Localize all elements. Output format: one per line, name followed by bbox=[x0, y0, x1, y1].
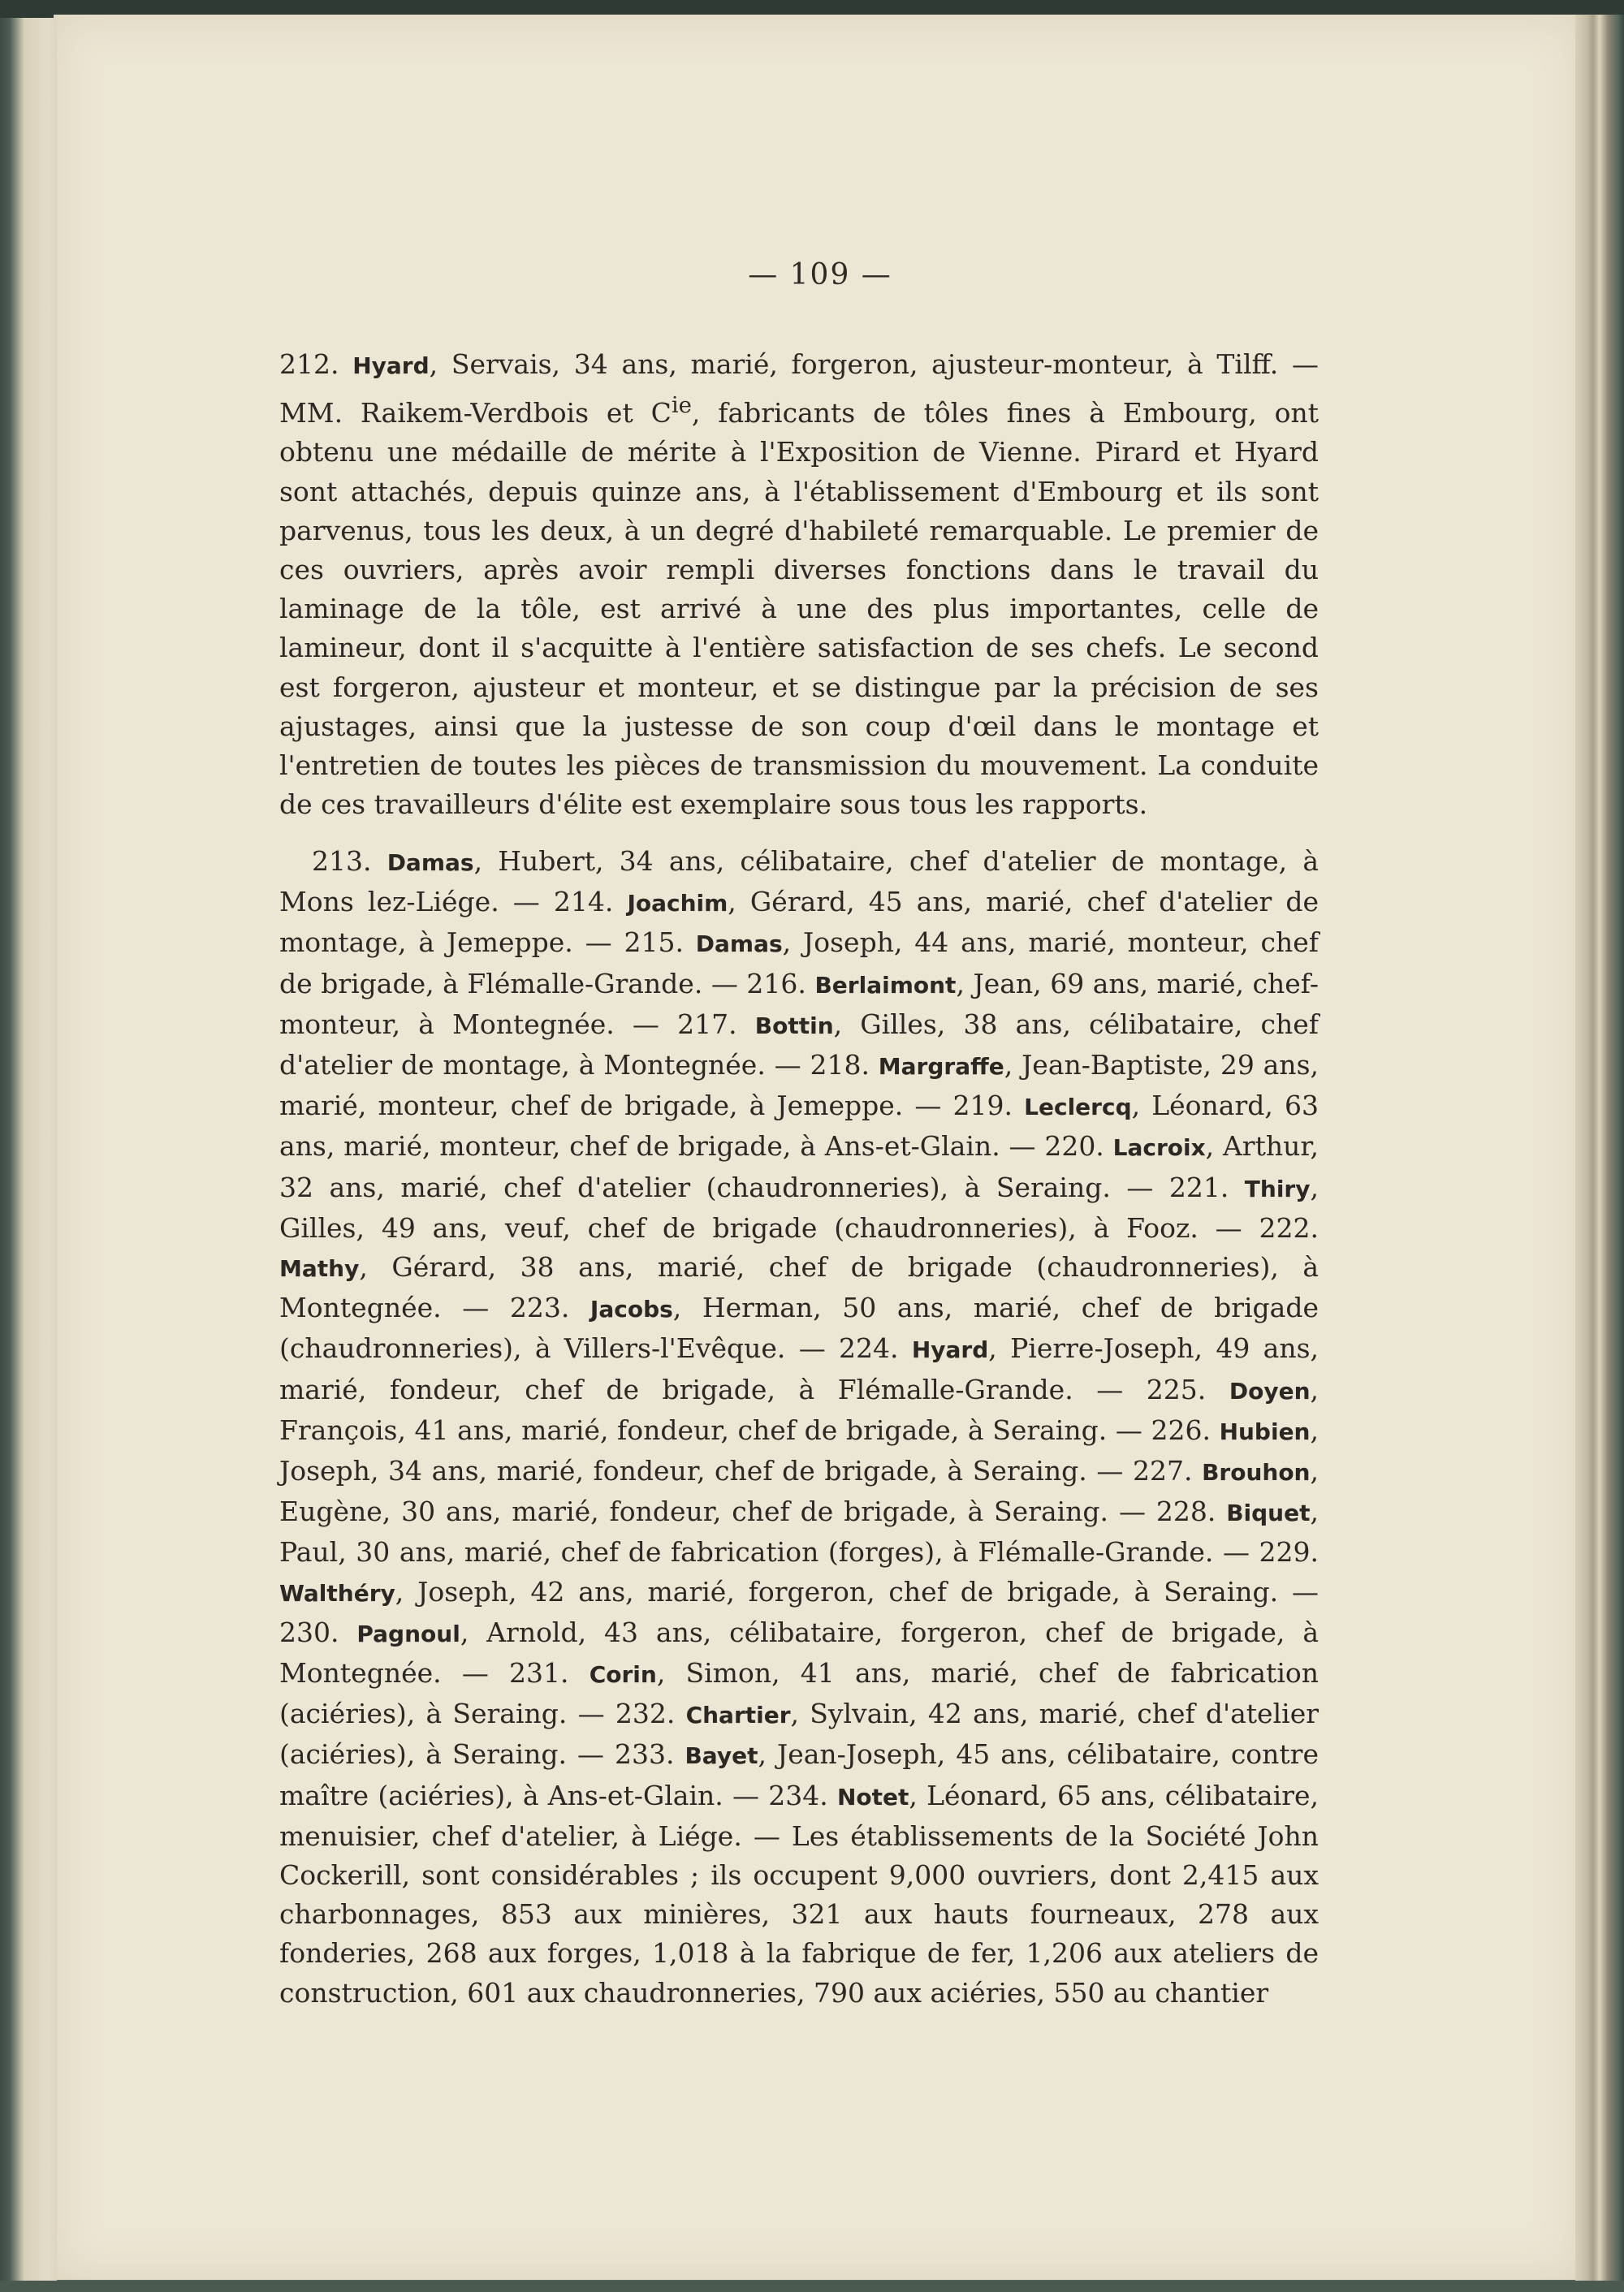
person-name: Bayet bbox=[685, 1742, 758, 1770]
person-name: Mathy bbox=[279, 1255, 360, 1283]
person-name: Biquet bbox=[1226, 1500, 1311, 1527]
person-name: Chartier bbox=[685, 1702, 791, 1729]
text-segment: , Joseph, 44 ans, marié, monteur, chef de brigade, à Flémalle-Grande. — 216. bbox=[279, 926, 1319, 999]
person-name: Margraffe bbox=[878, 1053, 1004, 1081]
left-page-edge bbox=[0, 18, 57, 2287]
person-name: Brouhon bbox=[1202, 1459, 1311, 1487]
text-segment: , Gilles, 38 ans, célibataire, chef d'atelier de montage, à Montegnée. — 218. bbox=[279, 1008, 1319, 1081]
person-name: Damas bbox=[695, 930, 783, 958]
text-segment: , Pierre-Joseph, 49 ans, marié, fondeur, chef de brigade, à Flémalle-Grande. — 225. bbox=[279, 1332, 1319, 1405]
person-name: Berlaimont bbox=[814, 971, 957, 999]
text-segment: , Sylvain, 42 ans, marié, chef d'atelier (aciéries), à Seraing. — 233. bbox=[279, 1698, 1319, 1771]
person-name: Hyard bbox=[352, 352, 430, 379]
person-name: Corin bbox=[589, 1661, 657, 1689]
text-segment: , Léonard, 65 ans, célibataire, menuisier, chef d'atelier, à Liége. — Les établissements de la Société John Cockerill, sont considérables ; ils occupent 9,000 ouvriers, dont 2,415 aux charbonnages, 853 aux minières, 321 aux hauts fourneaux, 278 aux fonderies, 268 aux forges, 1,018 à la fabrique de fer, 1,206 aux ateliers de construction, 601 aux chaudronneries, 790 aux aciéries, 550 au chantier bbox=[279, 1779, 1319, 2009]
text-segment: , Léonard, 63 ans, marié, monteur, chef de brigade, à Ans-et-Glain. — 220. bbox=[279, 1090, 1319, 1163]
text-segment: , Arnold, 43 ans, célibataire, forgeron, chef de brigade, à Montegnée. — 231. bbox=[279, 1616, 1319, 1690]
text-segment: , Joseph, 42 ans, marié, forgeron, chef de brigade, à Seraing. — 230. bbox=[279, 1575, 1319, 1648]
text-segment: , Gérard, 45 ans, marié, chef d'atelier de montage, à Jemeppe. — 215. bbox=[279, 886, 1319, 959]
text-segment: , Eugène, 30 ans, marié, fondeur, chef de brigade, à Seraing. — 228. bbox=[279, 1455, 1319, 1528]
text-segment: , Paul, 30 ans, marié, chef de fabrication (forges), à Flémalle-Grande. — 229. bbox=[279, 1496, 1319, 1569]
person-name: Bottin bbox=[754, 1012, 834, 1039]
text-segment: , Gilles, 49 ans, veuf, chef de brigade (chaudronneries), à Fooz. — 222. bbox=[279, 1171, 1319, 1244]
text-segment: , Hubert, 34 ans, célibataire, chef d'atelier de montage, à Mons lez-Liége. — 214. bbox=[279, 845, 1320, 918]
text-segment: , Simon, 41 ans, marié, chef de fabrication (aciéries), à Seraing. — 232. bbox=[279, 1657, 1319, 1730]
text-segment: , Herman, 50 ans, marié, chef de brigade (chaudronneries), à Villers-l'Evêque. — 224. bbox=[279, 1292, 1319, 1365]
person-name: Lacroix bbox=[1112, 1134, 1206, 1162]
text-segment: , Jean-Joseph, 45 ans, célibataire, contre maître (aciéries), à Ans-et-Glain. — 234. bbox=[279, 1738, 1319, 1811]
right-page-edge bbox=[1575, 15, 1624, 2288]
text-segment: , Arthur, 32 ans, marié, chef d'atelier (chaudronneries), à Seraing. — 221. bbox=[279, 1130, 1319, 1203]
book-bottom-edge bbox=[0, 2281, 1624, 2292]
superscript: ie bbox=[671, 392, 692, 419]
person-name: Hyard bbox=[911, 1336, 989, 1364]
paragraph-212 bbox=[279, 345, 1319, 824]
person-name: Jacobs bbox=[590, 1296, 673, 1323]
text-segment: , Joseph, 34 ans, marié, fondeur, chef de brigade, à Seraing. — 227. bbox=[279, 1414, 1319, 1487]
text-segment: , fabricants de tôles fines à Embourg, ont obtenu une médaille de mérite à l'Exposition de Vienne. Pirard et Hyard sont attachés, depuis quinze ans, à l'établissement d'Embourg et ils sont parvenus, tous les deux, à un degré d'habileté remarquable. Le premier de ces ouvriers, après avoir rempli diverses fonctions dans le travail du laminage de la tôle, est arrivé à une des plus importantes, celle de lamineur, dont il s'acquitte à l'entière satisfaction de ses chefs. Le second est forgeron, ajusteur et monteur, et se distingue par la précision de ses ajustages, ainsi que la justesse de son coup d'œil dans le montage et l'entretien de toutes les pièces de transmission du mouvement. La conduite de ces travailleurs d'élite est exemplaire sous tous les rapports. bbox=[279, 397, 1319, 821]
text-segment: , Gérard, 38 ans, marié, chef de brigade (chaudronneries), à Montegnée. — 223. bbox=[279, 1251, 1319, 1324]
person-name: Doyen bbox=[1229, 1377, 1311, 1405]
text-segment: 212. bbox=[279, 348, 353, 380]
text-segment: 213. bbox=[312, 845, 387, 877]
text-segment: , Servais, 34 ans, marié, forgeron, ajusteur-monteur, à Tilff. — MM. Raikem-Verdbois et C bbox=[279, 348, 1320, 429]
paragraph-213-234 bbox=[279, 842, 1319, 2013]
person-name: Notet bbox=[836, 1783, 909, 1811]
person-name: Joachim bbox=[627, 890, 728, 917]
person-name: Pagnoul bbox=[356, 1620, 460, 1647]
person-name: Hubien bbox=[1219, 1418, 1311, 1445]
text-segment: , Jean, 69 ans, marié, chef-monteur, à Montegnée. — 217. bbox=[279, 967, 1319, 1040]
person-name: Walthéry bbox=[279, 1579, 395, 1607]
person-name: Damas bbox=[387, 849, 474, 876]
person-name: Thiry bbox=[1244, 1175, 1311, 1202]
person-name: Leclercq bbox=[1024, 1094, 1132, 1121]
text-segment: , François, 41 ans, marié, fondeur, chef de brigade, à Seraing. — 226. bbox=[279, 1373, 1319, 1446]
page-number: — 109 — bbox=[748, 258, 892, 291]
text-segment: , Jean-Baptiste, 29 ans, marié, monteur, chef de brigade, à Jemeppe. — 219. bbox=[279, 1049, 1319, 1122]
